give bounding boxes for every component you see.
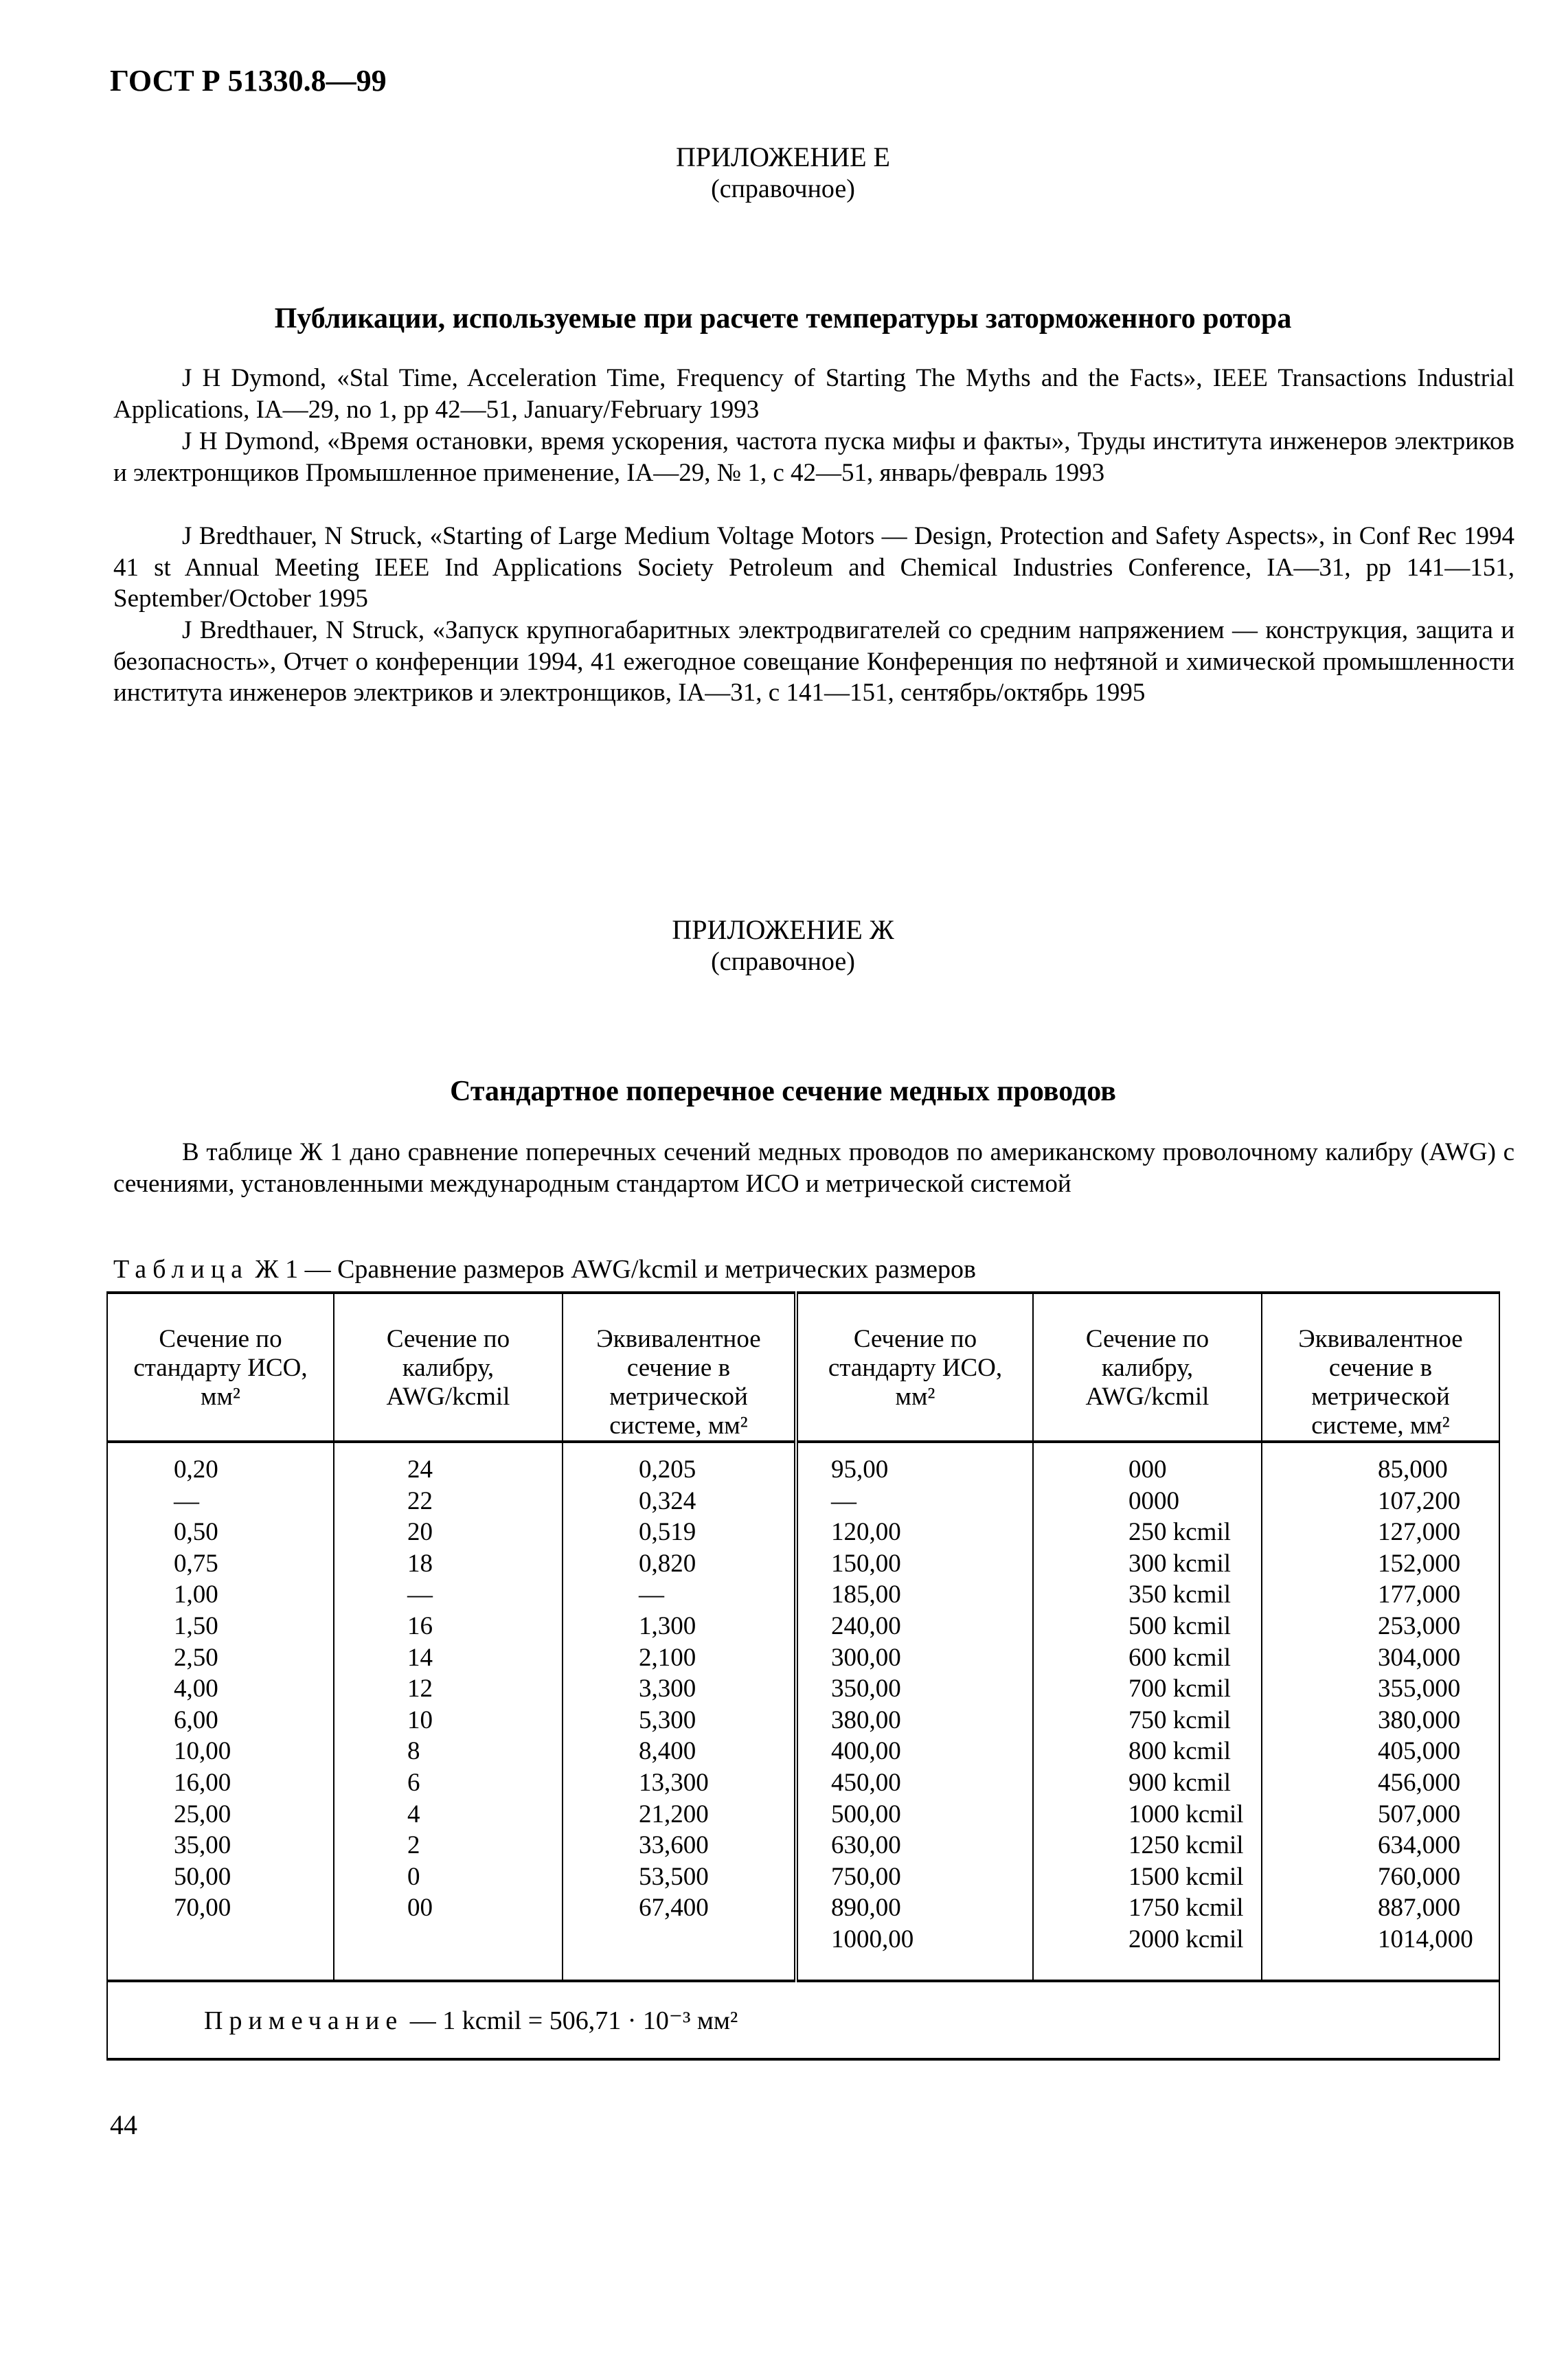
- table-cell: 24: [407, 1455, 433, 1484]
- table-cell: 250 kcmil: [1128, 1518, 1232, 1547]
- table-cell: 450,00: [831, 1768, 901, 1797]
- table-cell: 300,00: [831, 1643, 901, 1672]
- table-cell: 0,519: [639, 1518, 696, 1547]
- table-cell: 33,600: [639, 1831, 709, 1860]
- table-cell: 890,00: [831, 1894, 901, 1923]
- table-cell: 887,000: [1378, 1894, 1461, 1923]
- table-cell: 25,00: [174, 1800, 231, 1828]
- header-awg-section: [1033, 1293, 1262, 1442]
- table-cell: 00: [407, 1894, 433, 1923]
- table-cell: 240,00: [831, 1611, 901, 1640]
- header-line: калибру,: [402, 1354, 495, 1382]
- table-cell: —: [174, 1486, 199, 1515]
- table-cell: 1014,000: [1378, 1925, 1473, 1953]
- table-cell: 70,00: [174, 1894, 231, 1923]
- table-cell: 507,000: [1378, 1800, 1461, 1828]
- table-cell: 0,820: [639, 1549, 696, 1578]
- appendix-e-subtitle: (справочное): [711, 174, 855, 203]
- header-line: мм²: [201, 1383, 240, 1411]
- header-line: Эквивалентное: [596, 1325, 761, 1353]
- table-cell: 120,00: [831, 1518, 901, 1547]
- table-cell: 67,400: [639, 1894, 709, 1923]
- table-cell: 1000 kcmil: [1128, 1800, 1244, 1828]
- table-cell: 1750 kcmil: [1128, 1894, 1244, 1923]
- table-note: [107, 1981, 1499, 2059]
- table-cell: 1500 kcmil: [1128, 1862, 1244, 1891]
- header-line: сечение в: [626, 1354, 731, 1382]
- table-cell: 150,00: [831, 1549, 901, 1578]
- table-cell: 355,000: [1378, 1675, 1461, 1703]
- table-cell: 16,00: [174, 1768, 231, 1797]
- table-cell: 10,00: [174, 1737, 231, 1766]
- header-line: Сечение по: [1085, 1325, 1210, 1353]
- header-line: Сечение по: [159, 1325, 282, 1353]
- table-cell: 2,100: [639, 1643, 696, 1672]
- header-line: Сечение по: [386, 1325, 510, 1353]
- table-cell: 18: [407, 1549, 433, 1578]
- table-cell: 35,00: [174, 1831, 231, 1860]
- appendix-zh-title: ПРИЛОЖЕНИЕ Ж: [672, 914, 894, 945]
- table-cell: —: [407, 1580, 433, 1609]
- table-cell: —: [831, 1486, 856, 1515]
- table-cell: 0,205: [639, 1455, 696, 1484]
- table-cell: 0,50: [174, 1518, 218, 1547]
- table-cell: 10: [407, 1705, 433, 1734]
- appendix-zh-subtitle: (справочное): [711, 947, 855, 976]
- reference-item: J H Dymond, «Время остановки, время ускорения, частота пуска мифы и факты», Труды института инженеров электриков и электронщиков Промышленное применение, IA—29, № 1, с 42—51, январь/февраль 1993: [113, 427, 1514, 487]
- table-cell: 1,300: [639, 1611, 696, 1640]
- table-cell: 6: [407, 1768, 420, 1797]
- wire-comparison-table: [106, 1291, 1500, 2061]
- table-cell: 3,300: [639, 1675, 696, 1703]
- table-cell: 630,00: [831, 1831, 901, 1860]
- column-metric-values: [563, 1442, 796, 1981]
- table-cell: 500 kcmil: [1128, 1611, 1232, 1640]
- appendix-e-title: ПРИЛОЖЕНИЕ Е: [676, 141, 890, 172]
- table-cell: 177,000: [1378, 1580, 1461, 1609]
- page-number: 44: [110, 2109, 137, 2140]
- table-cell: 700 kcmil: [1128, 1675, 1232, 1703]
- table-cell: 0,75: [174, 1549, 218, 1578]
- header-awg-section: [334, 1293, 563, 1442]
- table-cell: 0: [407, 1862, 420, 1891]
- table-caption-text: Ж 1 — Сравнение размеров AWG/kcmil и метрических размеров: [255, 1255, 976, 1284]
- table-cell: 750 kcmil: [1128, 1705, 1232, 1734]
- table-cell: 1000,00: [831, 1925, 914, 1953]
- header-iso-section: [107, 1293, 334, 1442]
- header-line: AWG/kcmil: [386, 1383, 510, 1411]
- table-cell: 6,00: [174, 1705, 218, 1734]
- table-cell: 1,00: [174, 1580, 218, 1609]
- appendix-e-section-title: Публикации, используемые при расчете температуры заторможенного ротора: [274, 303, 1292, 335]
- table-cell: 1250 kcmil: [1128, 1831, 1244, 1860]
- appendix-zh-intro: В таблице Ж 1 дано сравнение поперечных сечений медных проводов по американскому проволочному калибру (AWG) с сечениями, установленными международным стандартом ИСО и метрической системой: [113, 1138, 1514, 1198]
- table-cell: 350,00: [831, 1675, 901, 1703]
- table-cell: 2000 kcmil: [1128, 1925, 1244, 1953]
- table-cell: 50,00: [174, 1862, 231, 1891]
- header-line: Эквивалентное: [1298, 1325, 1463, 1353]
- table-cell: 760,000: [1378, 1862, 1461, 1891]
- table-cell: 456,000: [1378, 1768, 1461, 1797]
- header-line: метрической: [609, 1383, 748, 1411]
- table-caption: [113, 1254, 976, 1284]
- column-iso-values: [796, 1442, 1033, 1981]
- table-cell: 380,00: [831, 1705, 901, 1734]
- table-cell: 4: [407, 1800, 420, 1828]
- reference-item: J H Dymond, «Stal Time, Acceleration Time, Frequency of Starting The Myths and the Facts», IEEE Transactions Industrial Applications, IA—29, no 1, pp 42—51, January/February 1993: [113, 364, 1514, 424]
- note-label: Примечание: [204, 2006, 404, 2035]
- header-line: AWG/kcmil: [1085, 1383, 1210, 1411]
- table-cell: 2,50: [174, 1643, 218, 1672]
- table-cell: 800 kcmil: [1128, 1737, 1232, 1766]
- table-cell: 13,300: [639, 1768, 709, 1797]
- table-cell: 0,20: [174, 1455, 218, 1484]
- table-cell: 152,000: [1378, 1549, 1461, 1578]
- table-note-row: [107, 1981, 1499, 2059]
- table-cell: 16: [407, 1611, 433, 1640]
- column-awg-values: [334, 1442, 563, 1981]
- reference-item: J Bredthauer, N Struck, «Запуск крупногабаритных электродвигателей со средним напряжением — конструкция, защита и безопасность», Отчет о конференции 1994, 41 ежегодное совещание Конференция по нефтяной и химической промышленности института инженеров электриков и электронщиков, IA—31, с 141—151, сентябрь/октябрь 1995: [113, 616, 1514, 707]
- header-line: Сечение по: [853, 1325, 977, 1353]
- table-cell: 300 kcmil: [1128, 1549, 1232, 1578]
- table-cell: 4,00: [174, 1675, 218, 1703]
- table-body-row: [107, 1442, 1499, 1981]
- table-cell: 304,000: [1378, 1643, 1461, 1672]
- table-cell: 405,000: [1378, 1737, 1461, 1766]
- header-line: мм²: [895, 1383, 935, 1411]
- header-line: метрической: [1311, 1383, 1450, 1411]
- table-cell: 12: [407, 1675, 433, 1703]
- table-cell: 8: [407, 1737, 420, 1766]
- header-line: сечение в: [1328, 1354, 1433, 1382]
- table-cell: 14: [407, 1643, 433, 1672]
- header-line: калибру,: [1101, 1354, 1194, 1382]
- note-text: — 1 kcmil = 506,71 · 10⁻³ мм²: [409, 2006, 738, 2035]
- table-cell: 0000: [1128, 1486, 1179, 1515]
- table-cell: 8,400: [639, 1737, 696, 1766]
- table-cell: 127,000: [1378, 1518, 1461, 1547]
- column-metric-values: [1262, 1442, 1499, 1981]
- document-code: ГОСТ Р 51330.8—99: [110, 64, 387, 98]
- table-cell: 85,000: [1378, 1455, 1448, 1484]
- table-cell: 000: [1128, 1455, 1167, 1484]
- table-cell: 600 kcmil: [1128, 1643, 1232, 1672]
- table-cell: 350 kcmil: [1128, 1580, 1232, 1609]
- table-cell: 107,200: [1378, 1486, 1461, 1515]
- table-cell: 53,500: [639, 1862, 709, 1891]
- header-line: стандарту ИСО,: [828, 1354, 1003, 1382]
- table-cell: 750,00: [831, 1862, 901, 1891]
- column-iso-values: [107, 1442, 334, 1981]
- table-cell: 400,00: [831, 1737, 901, 1766]
- header-line: системе, мм²: [1311, 1412, 1450, 1440]
- table-cell: 2: [407, 1831, 420, 1860]
- table-cell: 20: [407, 1518, 433, 1547]
- table-cell: 380,000: [1378, 1705, 1461, 1734]
- table-cell: 634,000: [1378, 1831, 1461, 1860]
- appendix-zh-section-title: Стандартное поперечное сечение медных проводов: [450, 1076, 1116, 1107]
- table-caption-label: Таблица: [113, 1255, 249, 1284]
- header-metric-equivalent: [563, 1293, 796, 1442]
- header-line: системе, мм²: [609, 1412, 748, 1440]
- header-metric-equivalent: [1262, 1293, 1499, 1442]
- column-awg-values: [1033, 1442, 1262, 1981]
- table-cell: 1,50: [174, 1611, 218, 1640]
- table-cell: 185,00: [831, 1580, 901, 1609]
- table-cell: 95,00: [831, 1455, 889, 1484]
- table-cell: 253,000: [1378, 1611, 1461, 1640]
- table-header-row: [107, 1293, 1499, 1442]
- table-cell: 5,300: [639, 1705, 696, 1734]
- table-cell: 900 kcmil: [1128, 1768, 1232, 1797]
- table-cell: 22: [407, 1486, 433, 1515]
- table-cell: 0,324: [639, 1486, 696, 1515]
- header-iso-section: [796, 1293, 1033, 1442]
- table-cell: —: [639, 1580, 664, 1609]
- table-cell: 21,200: [639, 1800, 709, 1828]
- header-line: стандарту ИСО,: [133, 1354, 308, 1382]
- reference-item: J Bredthauer, N Struck, «Starting of Large Medium Voltage Motors — Design, Protection and Safety Aspects», in Conf Rec 1994 41 st Annual Meeting IEEE Ind Applications Society Petroleum and Chemical Industries Conference, IA—31, pp 141—151, September/October 1995: [113, 522, 1514, 613]
- table-cell: 500,00: [831, 1800, 901, 1828]
